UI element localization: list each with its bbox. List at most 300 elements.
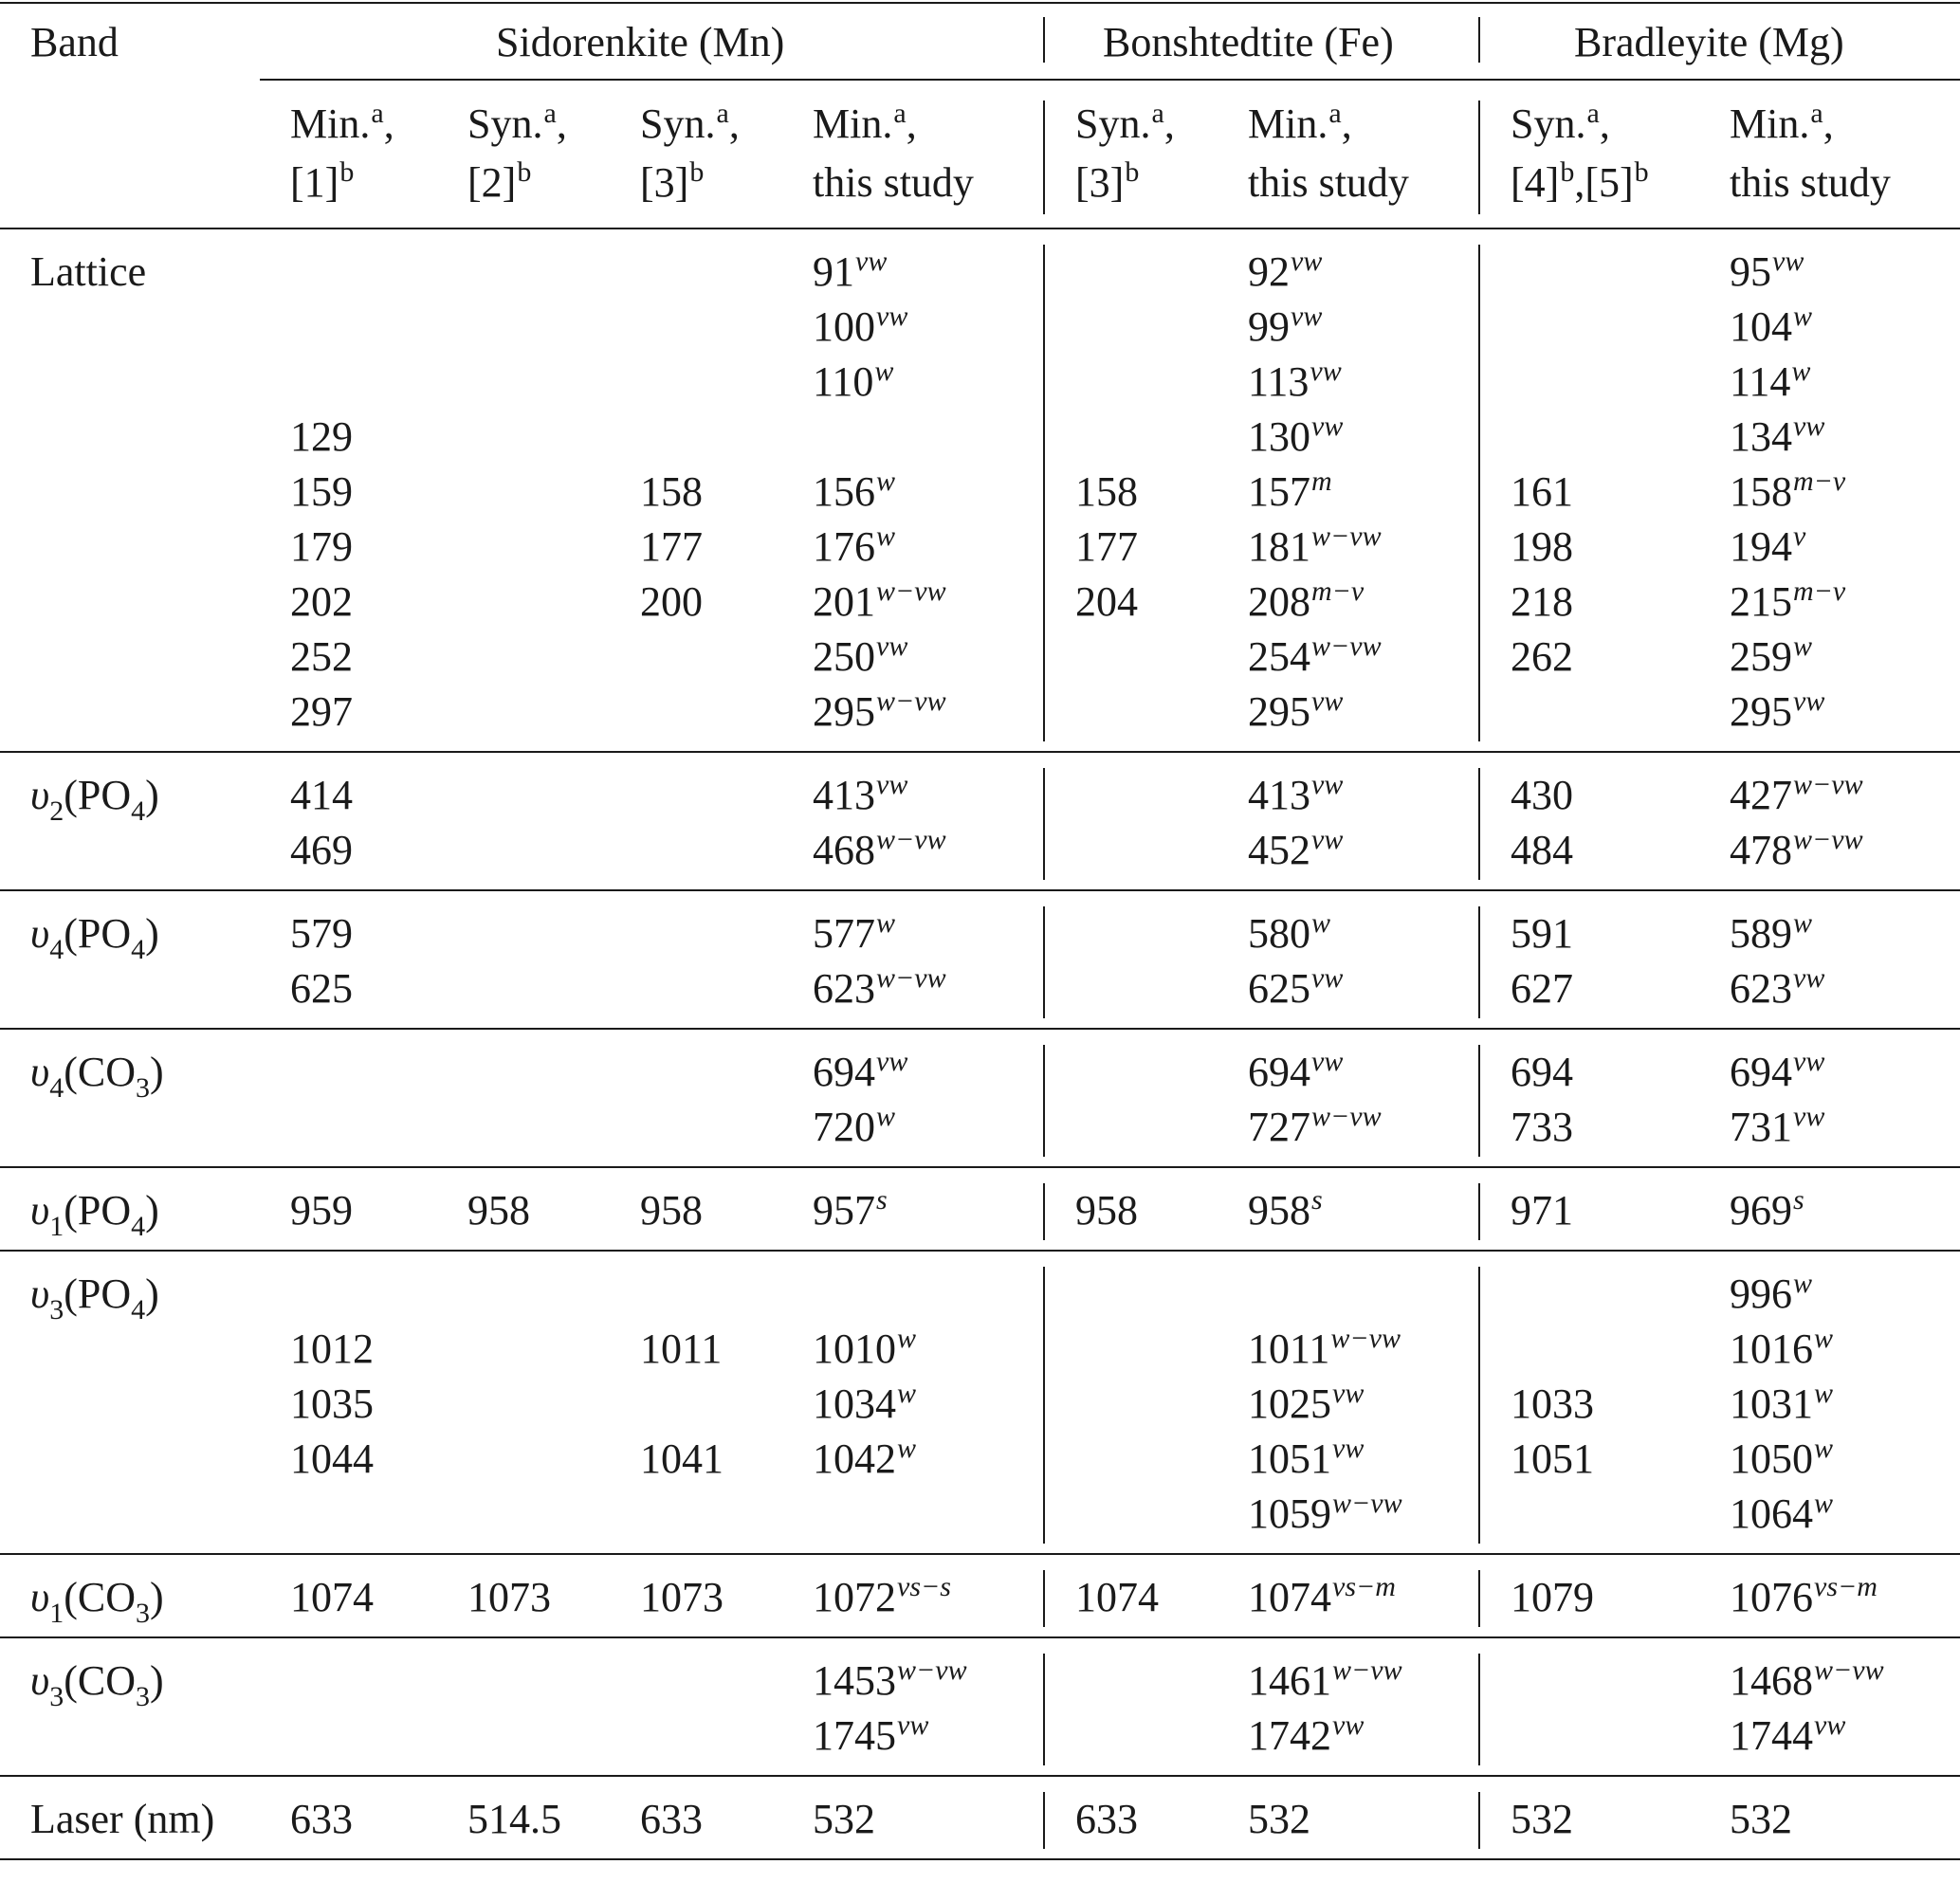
table-cell — [640, 1432, 724, 1487]
col-header-6-ref: this study — [1248, 159, 1409, 206]
col-header-1-l1: Min. — [290, 101, 371, 147]
cell-value: 177 — [1075, 523, 1138, 570]
cell-value: 92 — [1248, 248, 1290, 295]
intensity-label: w — [1793, 1268, 1813, 1299]
table-cell — [1511, 630, 1573, 685]
intensity-label: w — [1814, 1488, 1834, 1519]
cell-value: 413 — [813, 772, 875, 818]
table-cell — [813, 1377, 916, 1432]
intensity-label: w — [897, 1323, 917, 1354]
band-label — [30, 1267, 159, 1325]
col-header-8-tail: , — [1823, 101, 1834, 147]
band-label — [30, 1045, 164, 1104]
cell-value: 1064 — [1730, 1490, 1813, 1537]
table-cell — [1248, 575, 1364, 630]
col-header-2-line2 — [467, 155, 531, 210]
cell-value: 158 — [1075, 468, 1138, 515]
intensity-label: vw — [1291, 246, 1323, 277]
table-cell — [1730, 1654, 1884, 1709]
intensity-label: s — [1311, 1184, 1323, 1216]
table-cell — [1730, 355, 1810, 410]
col-header-2-sup2: b — [517, 156, 532, 188]
cell-value: 1074 — [1075, 1574, 1159, 1620]
section-rule — [0, 1553, 1960, 1555]
intensity-label: w−vw — [1793, 769, 1863, 800]
intensity-label: w — [1791, 356, 1811, 387]
group-header-sidorenkite: Sidorenkite (Mn) — [496, 19, 785, 65]
cell-value: 1051 — [1248, 1435, 1331, 1482]
intensity-label: vw — [1291, 301, 1323, 332]
cell-value: 694 — [813, 1049, 875, 1095]
table-cell — [290, 1377, 374, 1432]
table-cell — [1248, 1570, 1396, 1625]
col-header-2-l1: Syn. — [467, 101, 543, 147]
table-cell — [1730, 1100, 1824, 1155]
col-header-8-l1: Min. — [1730, 101, 1810, 147]
col-header-8-sup1: a — [1810, 98, 1823, 129]
cell-value: 259 — [1730, 633, 1792, 680]
band-symbol: υ — [30, 772, 50, 818]
table-cell — [813, 300, 907, 355]
table-cell — [290, 823, 353, 878]
table-cell — [813, 630, 907, 685]
table-cell — [813, 1792, 875, 1847]
table-cell — [290, 1183, 353, 1238]
cell-value: 413 — [1248, 772, 1310, 818]
section-separator — [1478, 1792, 1480, 1849]
intensity-label: w−vw — [1814, 1654, 1884, 1686]
intensity-label: w — [876, 907, 896, 939]
cell-value: 201 — [813, 578, 875, 625]
col-header-7-l1: Syn. — [1511, 101, 1586, 147]
band-mode-index: 1 — [49, 1211, 64, 1242]
table-cell — [813, 961, 946, 1016]
table-cell — [1730, 1322, 1833, 1377]
cell-value: 218 — [1511, 578, 1573, 625]
col-header-8-line2 — [1730, 155, 1891, 210]
cell-value: 633 — [290, 1796, 353, 1842]
cell-value: 1059 — [1248, 1490, 1331, 1537]
table-cell — [1730, 1377, 1833, 1432]
col-header-5-ref: [3] — [1075, 159, 1125, 206]
table-cell — [1730, 630, 1812, 685]
table-cell — [1511, 1792, 1573, 1847]
section-separator — [1043, 1570, 1045, 1627]
cell-value: 532 — [1248, 1796, 1310, 1842]
band-text: ) — [145, 1271, 159, 1317]
table-cell — [1248, 1654, 1402, 1709]
band-group: (PO — [64, 1187, 132, 1234]
col-header-6 — [1248, 97, 1352, 152]
section-separator — [1478, 906, 1480, 1018]
cell-value: 99 — [1248, 303, 1290, 350]
col-header-1-ref: [1] — [290, 159, 339, 206]
cell-value: 208 — [1248, 578, 1310, 625]
band-mode-index: 3 — [49, 1681, 64, 1712]
band-group: (PO — [64, 1271, 132, 1317]
table-bottom-rule — [0, 1858, 1960, 1860]
cell-value: 158 — [1730, 468, 1792, 515]
cell-value: 295 — [1730, 688, 1792, 735]
table-cell — [813, 823, 946, 878]
table-cell — [1075, 575, 1138, 630]
table-cell — [1511, 520, 1573, 575]
cell-value: 625 — [1248, 965, 1310, 1012]
band-group: (CO — [64, 1574, 136, 1620]
col-header-7-ref2: ,[5] — [1574, 159, 1634, 206]
table-cell — [1730, 768, 1863, 823]
table-cell — [1248, 823, 1343, 878]
section-separator — [1478, 768, 1480, 880]
table-cell — [1248, 1792, 1310, 1847]
col-header-3-ref: [3] — [640, 159, 689, 206]
table-cell — [1248, 1322, 1401, 1377]
intensity-label: s — [1793, 1184, 1804, 1216]
intensity-label: vw — [897, 1709, 929, 1741]
intensity-label: w — [876, 466, 896, 497]
table-cell — [1248, 520, 1382, 575]
cell-value: 733 — [1511, 1104, 1573, 1150]
band-group-index: 3 — [135, 1072, 150, 1104]
cell-value: 469 — [290, 827, 353, 873]
table-cell — [640, 575, 703, 630]
cell-value: 969 — [1730, 1187, 1792, 1234]
cell-value: 1051 — [1511, 1435, 1594, 1482]
cell-value: 254 — [1248, 633, 1310, 680]
table-cell — [290, 1322, 374, 1377]
band-symbol: υ — [30, 910, 50, 957]
table-cell — [1730, 245, 1804, 300]
intensity-label: vw — [1772, 246, 1804, 277]
intensity-label: vs−s — [897, 1571, 951, 1602]
intensity-label: vw — [1311, 962, 1344, 994]
section-separator — [1043, 1267, 1045, 1544]
table-cell — [1248, 410, 1343, 465]
col-header-3-line2 — [640, 155, 704, 210]
table-cell — [1511, 1432, 1594, 1487]
cell-value: 625 — [290, 965, 353, 1012]
cell-value: 623 — [813, 965, 875, 1012]
intensity-label: w — [897, 1433, 917, 1464]
cell-value: 720 — [813, 1104, 875, 1150]
col-header-3-sup2: b — [689, 156, 705, 188]
intensity-label: w−vw — [1311, 1101, 1382, 1132]
intensity-label: w−vw — [876, 576, 946, 607]
band-mode-index: 3 — [49, 1294, 64, 1325]
cell-value: 1744 — [1730, 1712, 1813, 1759]
table-cell — [640, 1183, 703, 1238]
col-header-6-l1: Min. — [1248, 101, 1328, 147]
table-cell — [1730, 410, 1824, 465]
intensity-label: m−v — [1793, 466, 1846, 497]
col-header-3-sup1: a — [716, 98, 729, 129]
table-cell — [1248, 1183, 1323, 1238]
cell-value: 156 — [813, 468, 875, 515]
table-cell — [1730, 1045, 1824, 1100]
intensity-label: w−vw — [1311, 521, 1382, 552]
intensity-label: vw — [876, 301, 908, 332]
band-group-index: 4 — [131, 934, 146, 965]
table-cell — [1730, 1570, 1878, 1625]
table-cell — [813, 1183, 888, 1238]
table-cell — [1248, 1045, 1343, 1100]
section-rule — [0, 1775, 1960, 1777]
intensity-label: s — [876, 1184, 888, 1216]
section-separator — [1478, 1570, 1480, 1627]
table-cell — [813, 1432, 916, 1487]
col-header-4 — [813, 97, 917, 152]
band-group-index: 4 — [131, 795, 146, 827]
band-text: ) — [149, 1574, 164, 1620]
table-cell — [1511, 465, 1573, 520]
cell-value: 514.5 — [467, 1796, 561, 1842]
col-header-5-tail: , — [1163, 101, 1175, 147]
table-cell — [1511, 961, 1573, 1016]
intensity-label: w — [876, 1101, 896, 1132]
cell-value: 452 — [1248, 827, 1310, 873]
intensity-label: vw — [1793, 411, 1825, 442]
cell-value: 1010 — [813, 1325, 896, 1372]
col-header-8 — [1730, 97, 1834, 152]
col-header-5-l1: Syn. — [1075, 101, 1151, 147]
cell-value: 414 — [290, 772, 353, 818]
table-cell — [290, 1432, 374, 1487]
table-cell — [1511, 1377, 1594, 1432]
table-cell — [1730, 465, 1845, 520]
intensity-label: m−v — [1793, 576, 1846, 607]
cell-value: 129 — [290, 413, 353, 460]
table-cell — [1730, 1487, 1833, 1542]
col-header-2 — [467, 97, 567, 152]
cell-value: 579 — [290, 910, 353, 957]
section-rule — [0, 1166, 1960, 1168]
col-header-6-line2 — [1248, 155, 1409, 210]
group-separator-1 — [1043, 17, 1045, 63]
band-text: Lattice — [30, 248, 147, 295]
table-cell — [1248, 465, 1332, 520]
cell-value: 1035 — [290, 1380, 374, 1427]
group-underline — [260, 79, 1960, 81]
cell-value: 468 — [813, 827, 875, 873]
header-separator-2 — [1478, 101, 1480, 214]
cell-value: 623 — [1730, 965, 1792, 1012]
cell-value: 159 — [290, 468, 353, 515]
intensity-label: w−vw — [897, 1654, 967, 1686]
col-header-6-sup1: a — [1328, 98, 1342, 129]
intensity-label: vs−m — [1332, 1571, 1396, 1602]
table-cell — [1511, 823, 1573, 878]
col-header-8-ref: this study — [1730, 159, 1891, 206]
group-header-bradleyite: Bradleyite (Mg) — [1574, 19, 1844, 65]
intensity-label: vw — [1793, 962, 1825, 994]
header-separator-1 — [1043, 101, 1045, 214]
band-group: (CO — [64, 1657, 136, 1704]
table-cell — [1511, 575, 1573, 630]
table-cell — [1248, 300, 1322, 355]
cell-value: 1044 — [290, 1435, 374, 1482]
cell-value: 157 — [1248, 468, 1310, 515]
intensity-label: v — [1793, 521, 1806, 552]
band-group-index: 4 — [131, 1294, 146, 1325]
table-cell — [1248, 355, 1342, 410]
section-rule — [0, 1636, 1960, 1638]
cell-value: 134 — [1730, 413, 1792, 460]
intensity-label: vw — [876, 1046, 908, 1077]
cell-value: 971 — [1511, 1187, 1573, 1234]
section-rule — [0, 751, 1960, 753]
col-header-2-sup1: a — [543, 98, 557, 129]
table-cell — [813, 906, 895, 961]
section-separator — [1478, 1267, 1480, 1544]
cell-value: 1016 — [1730, 1325, 1813, 1372]
cell-value: 577 — [813, 910, 875, 957]
table-cell — [1730, 685, 1824, 740]
section-separator — [1478, 1045, 1480, 1157]
intensity-label: w — [1793, 907, 1813, 939]
table-cell — [1075, 1570, 1159, 1625]
table-cell — [813, 465, 895, 520]
cell-value: 627 — [1511, 965, 1573, 1012]
table-cell — [640, 1570, 724, 1625]
intensity-label: vw — [1311, 411, 1344, 442]
intensity-label: vw — [1311, 824, 1344, 855]
band-mode-index: 4 — [49, 934, 64, 965]
cell-value: 1025 — [1248, 1380, 1331, 1427]
cell-value: 957 — [813, 1187, 875, 1234]
band-group: (PO — [64, 772, 132, 818]
intensity-label: w — [874, 356, 894, 387]
cell-value: 1745 — [813, 1712, 896, 1759]
table-cell — [290, 465, 353, 520]
cell-value: 1012 — [290, 1325, 374, 1372]
table-cell — [813, 245, 887, 300]
band-group-index: 3 — [135, 1598, 150, 1629]
table-cell — [290, 906, 353, 961]
cell-value: 161 — [1511, 468, 1573, 515]
table-top-rule — [0, 2, 1960, 4]
table-cell — [1730, 906, 1812, 961]
cell-value: 114 — [1730, 358, 1791, 405]
band-text: ) — [145, 772, 159, 818]
intensity-label: w−vw — [876, 962, 946, 994]
col-header-2-tail: , — [556, 101, 567, 147]
table-cell — [1730, 1792, 1792, 1847]
table-cell — [813, 1654, 967, 1709]
table-cell — [1730, 300, 1812, 355]
cell-value: 262 — [1511, 633, 1573, 680]
cell-value: 1453 — [813, 1657, 896, 1704]
table-cell — [290, 961, 353, 1016]
table-cell — [1511, 768, 1573, 823]
cell-value: 1031 — [1730, 1380, 1813, 1427]
table-cell — [1248, 1100, 1382, 1155]
table-cell — [1730, 520, 1805, 575]
table-cell — [1248, 1709, 1364, 1764]
band-text: ) — [145, 910, 159, 957]
intensity-label: w — [1814, 1323, 1834, 1354]
cell-value: 104 — [1730, 303, 1792, 350]
cell-value: 633 — [1075, 1796, 1138, 1842]
table-cell — [290, 768, 353, 823]
table-cell — [1248, 245, 1322, 300]
section-rule — [0, 889, 1960, 891]
section-separator — [1043, 245, 1045, 741]
cell-value: 1042 — [813, 1435, 896, 1482]
cell-value: 113 — [1248, 358, 1310, 405]
cell-value: 250 — [813, 633, 875, 680]
table-cell — [1511, 1100, 1573, 1155]
cell-value: 959 — [290, 1187, 353, 1234]
band-symbol: υ — [30, 1049, 50, 1095]
band-header: Band — [30, 19, 119, 65]
intensity-label: vw — [1793, 686, 1825, 717]
table-cell — [813, 1570, 951, 1625]
intensity-label: vw — [855, 246, 888, 277]
band-label — [30, 1570, 164, 1629]
section-separator — [1478, 245, 1480, 741]
col-header-4-ref: this study — [813, 159, 974, 206]
table-cell — [1248, 768, 1343, 823]
group-header-bonshtedtite: Bonshtedtite (Fe) — [1103, 19, 1394, 65]
table-cell — [813, 1100, 895, 1155]
group-separator-2 — [1478, 17, 1480, 63]
band-label — [30, 1654, 164, 1712]
intensity-label: w — [1793, 301, 1813, 332]
cell-value: 532 — [1511, 1796, 1573, 1842]
band-text: ) — [145, 1187, 159, 1234]
section-separator — [1043, 1045, 1045, 1157]
band-symbol: υ — [30, 1574, 50, 1620]
cell-value: 252 — [290, 633, 353, 680]
cell-value: 295 — [813, 688, 875, 735]
band-text: ) — [149, 1657, 164, 1704]
band-label — [30, 1183, 159, 1242]
cell-value: 731 — [1730, 1104, 1792, 1150]
cell-value: 484 — [1511, 827, 1573, 873]
cell-value: 958 — [1248, 1187, 1310, 1234]
table-cell — [290, 1792, 353, 1847]
cell-value: 1461 — [1248, 1657, 1331, 1704]
table-cell — [813, 520, 895, 575]
table-cell — [1511, 1183, 1573, 1238]
cell-value: 727 — [1248, 1104, 1310, 1150]
table-cell — [1730, 1183, 1804, 1238]
table-cell — [1730, 1267, 1812, 1322]
band-label — [30, 906, 159, 965]
col-header-5-line2 — [1075, 155, 1139, 210]
table-cell — [813, 1322, 916, 1377]
cell-value: 295 — [1248, 688, 1310, 735]
cell-value: 1742 — [1248, 1712, 1331, 1759]
cell-value: 215 — [1730, 578, 1792, 625]
cell-value: 130 — [1248, 413, 1310, 460]
intensity-label: vw — [1332, 1433, 1365, 1464]
table-cell — [1075, 1183, 1138, 1238]
band-group-index: 4 — [131, 1211, 146, 1242]
table-cell — [1248, 1432, 1364, 1487]
section-separator — [1043, 1654, 1045, 1765]
cell-value: 532 — [813, 1796, 875, 1842]
cell-value: 1072 — [813, 1574, 896, 1620]
section-separator — [1478, 1654, 1480, 1765]
cell-value: 589 — [1730, 910, 1792, 957]
cell-value: 200 — [640, 578, 703, 625]
intensity-label: vw — [1332, 1709, 1365, 1741]
table-cell — [290, 1570, 374, 1625]
col-header-6-tail: , — [1341, 101, 1352, 147]
col-header-1-sup1: a — [371, 98, 384, 129]
table-cell — [290, 685, 353, 740]
